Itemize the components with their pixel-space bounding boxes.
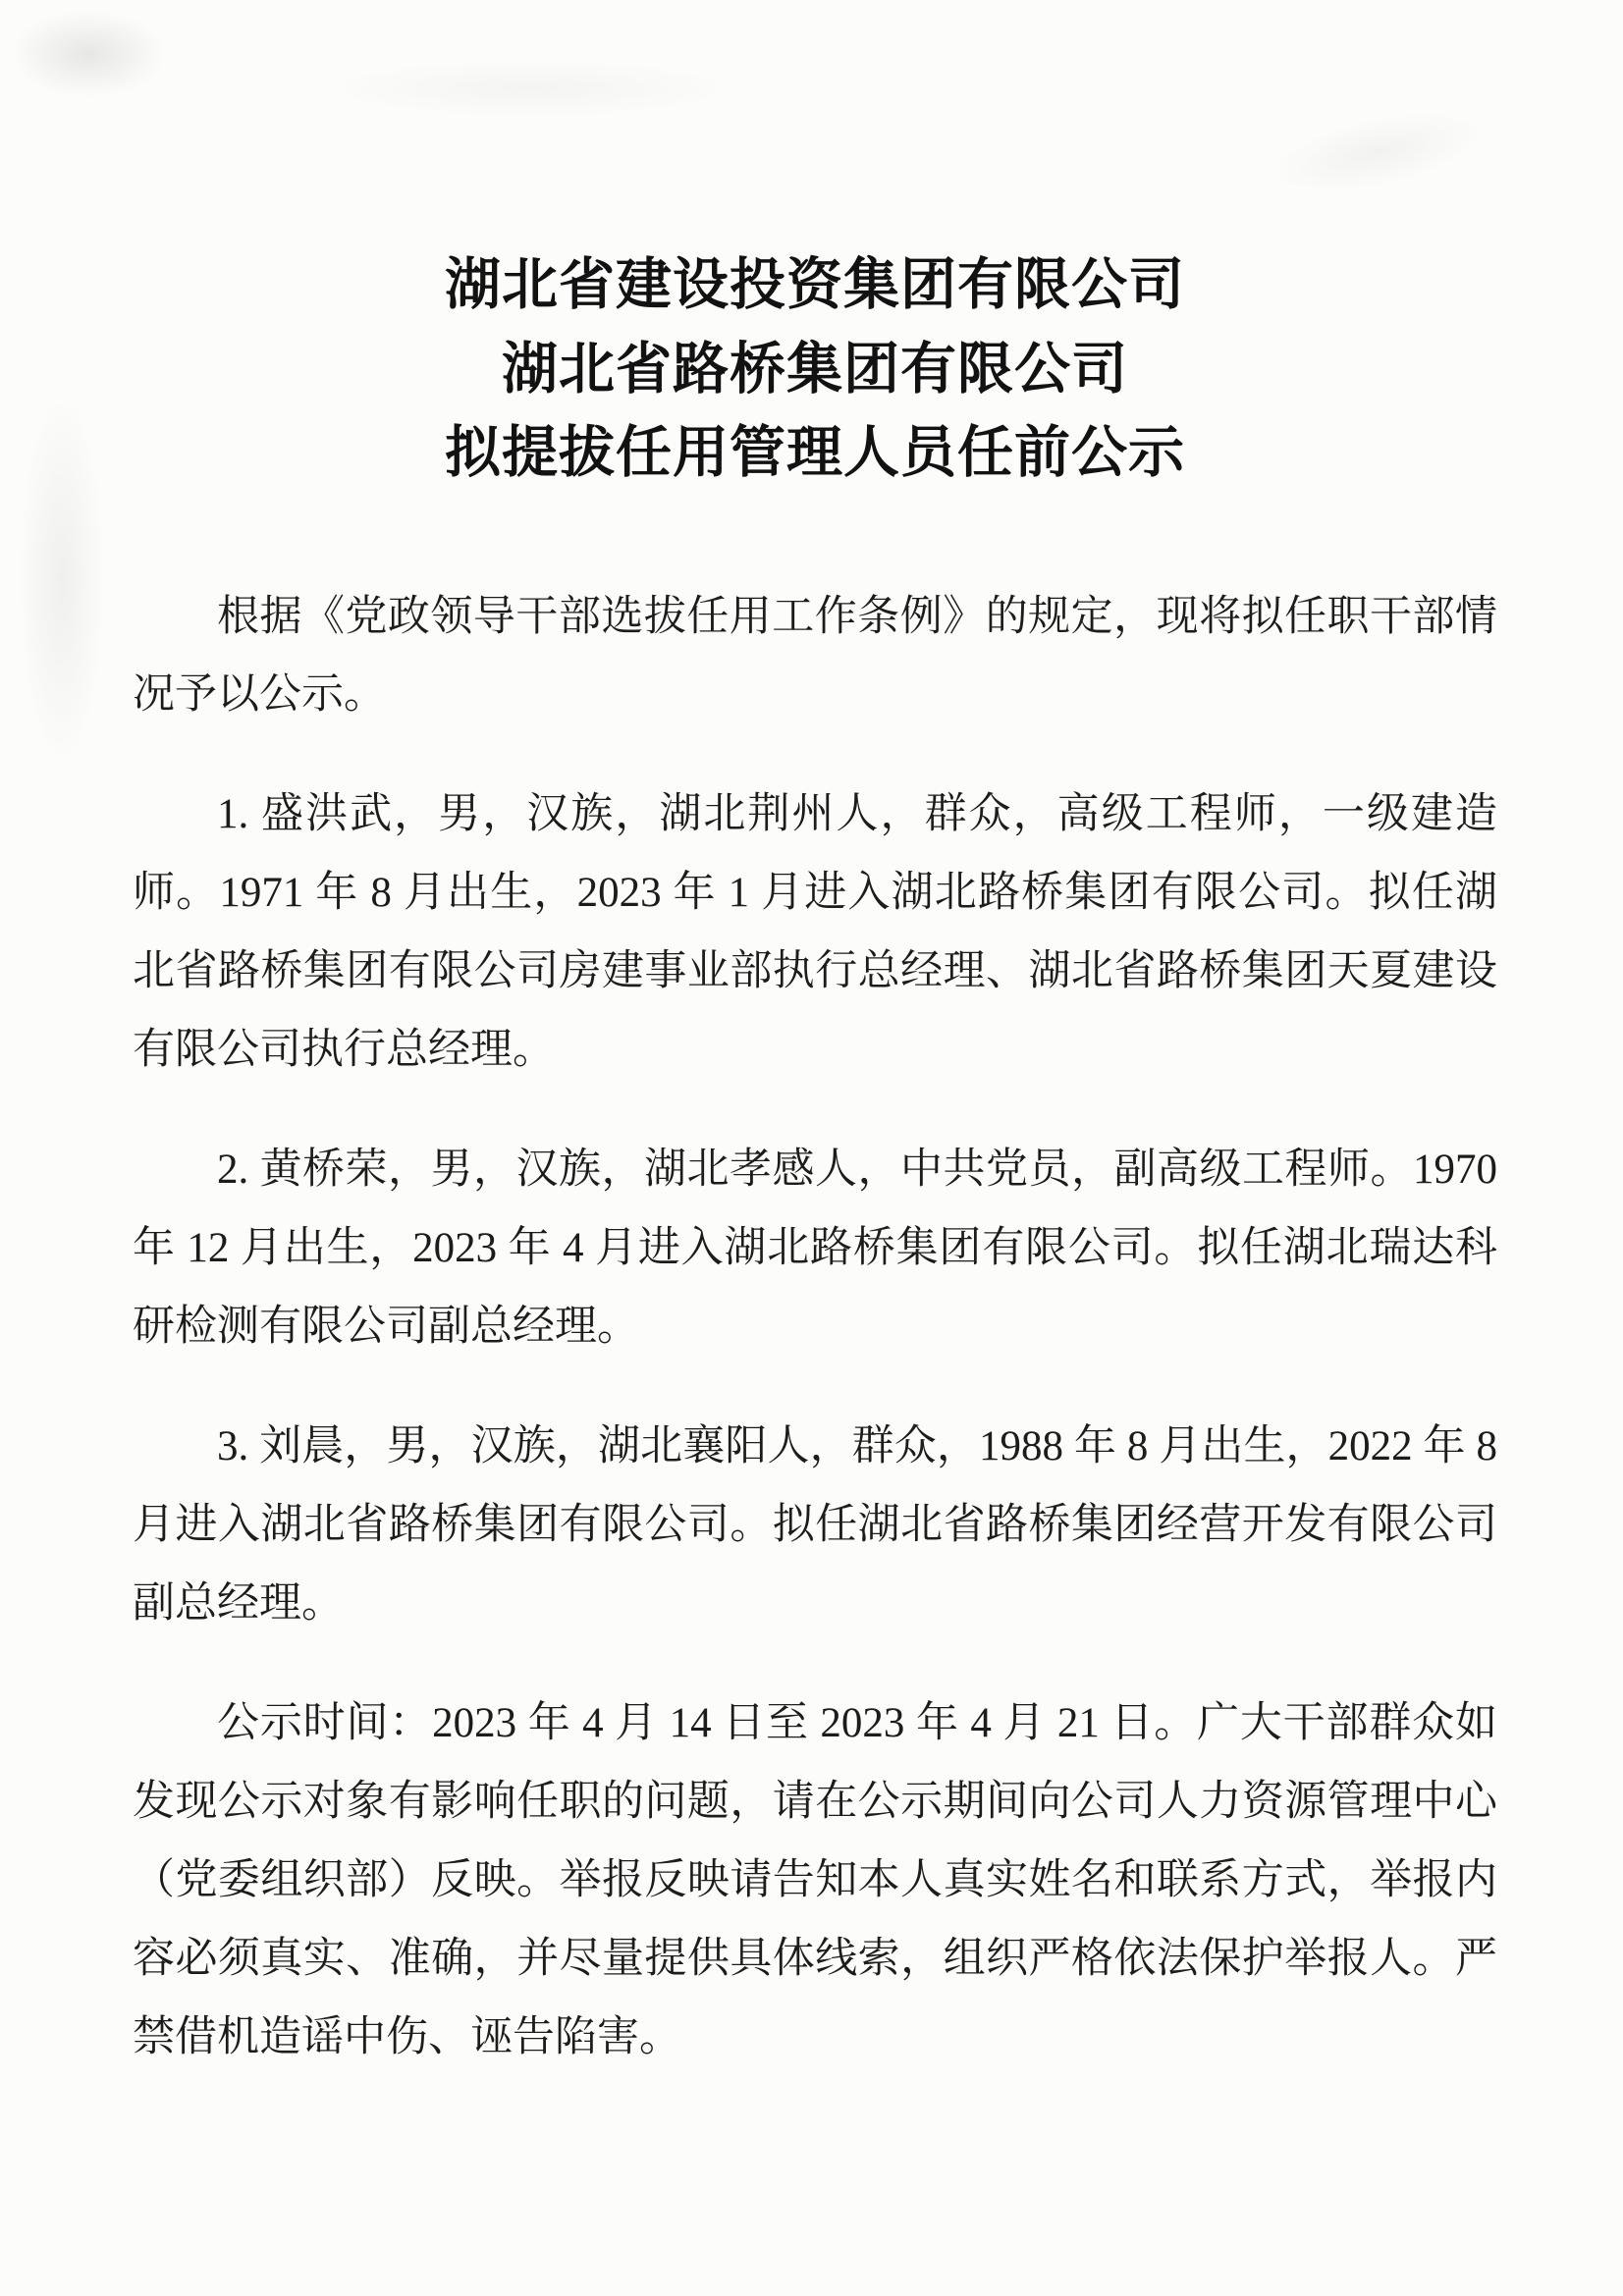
document-title <box>133 243 1497 496</box>
candidate-1-paragraph: 1. 盛洪武，男，汉族，湖北荆州人，群众，高级工程师，一级建造师。1971 年 8 月出生，2023 年 1 月进入湖北路桥集团有限公司。拟任湖北省路桥集团有限公司房建事业部执行总经理、湖北省路桥集团天夏建设有限公司执行总经理。 <box>133 791 1497 1074</box>
document-body <box>133 578 1497 2077</box>
notice-period-paragraph: 公示时间：2023 年 4 月 14 日至 2023 年 4 月 21 日。广大干部群众如发现公示对象有影响任职的问题，请在公示期间向公司人力资源管理中心（党委组织部）反映。举报反映请告知本人真实姓名和联系方式，举报内容必须真实、准确，并尽量提供具体线索，组织严格依法保护举报人。严禁借机造谣中伤、诬告陷害。 <box>133 1700 1497 2060</box>
scan-smudge-artifact <box>18 393 106 766</box>
document-content <box>133 243 1497 2077</box>
title-line-company-1: 湖北省建设投资集团有限公司 <box>445 254 1185 316</box>
title-line-subject: 拟提拔任用管理人员任前公示 <box>445 422 1185 484</box>
title-line-company-2: 湖北省路桥集团有限公司 <box>502 338 1128 400</box>
scan-smudge-artifact <box>10 10 167 98</box>
candidate-3-paragraph: 3. 刘晨，男，汉族，湖北襄阳人，群众，1988 年 8 月出生，2022 年 8 月进入湖北省路桥集团有限公司。拟任湖北省路桥集团经营开发有限公司副总经理。 <box>133 1423 1497 1628</box>
scan-smudge-artifact <box>1265 96 1490 208</box>
intro-paragraph: 根据《党政领导干部选拔任用工作条例》的规定，现将拟任职干部情况予以公示。 <box>133 593 1497 719</box>
candidate-2-paragraph: 2. 黄桥荣，男，汉族，湖北孝感人，中共党员，副高级工程师。1970 年 12 月出生，2023 年 4 月进入湖北路桥集团有限公司。拟任湖北瑞达科研检测有限公司副总经理。 <box>133 1147 1497 1351</box>
scan-smudge-artifact <box>324 59 736 118</box>
